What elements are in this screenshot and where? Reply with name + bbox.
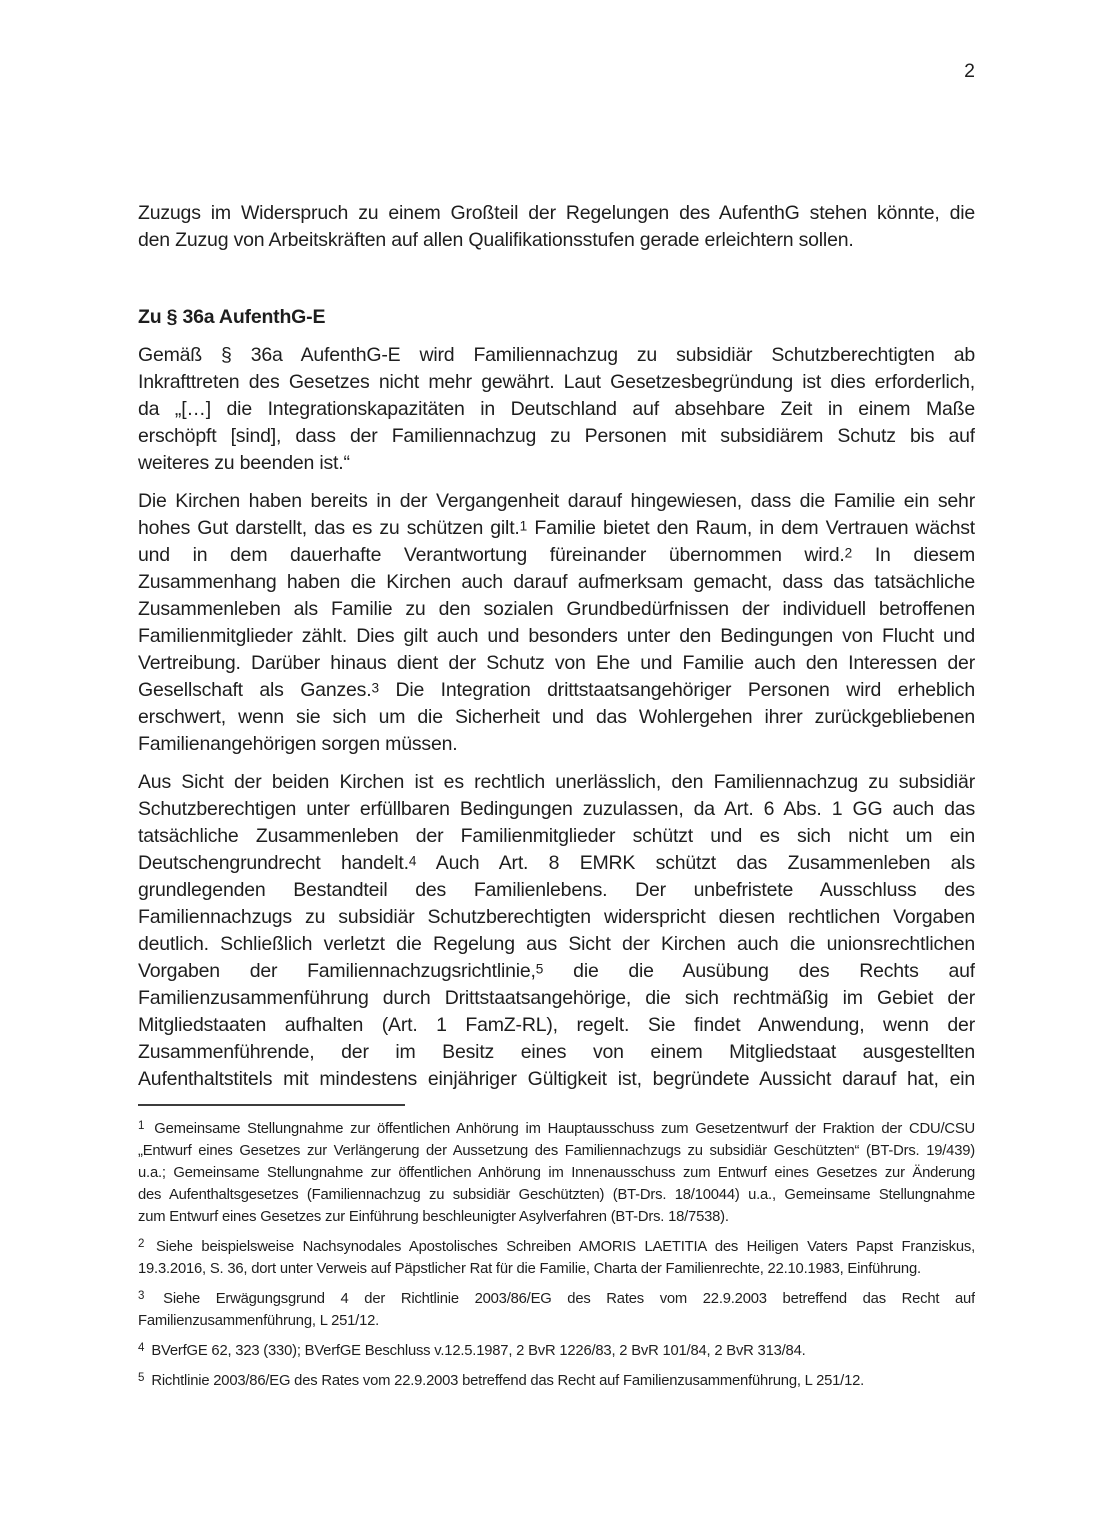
footnote-marker: 5 [138,1372,145,1385]
text-line: Vertreibung. Darüber hinaus dient der Schutz von Ehe und Familie auch den Interessen der [138,652,975,674]
text-line: deutlich. Schließlich verletzt die Regelung aus Sicht der Kirchen auch die unionsrechtlichen [138,933,975,955]
text-line: tatsächliche Zusammenleben der Familienmitglieder schützt und es sich nicht um ein [138,825,975,847]
text-line: Gesellschaft als Ganzes.$^3$ Die Integration drittstaatsangehöriger Personen wird erheblich [138,679,975,701]
text-line: Zusammenführende, der im Besitz eines von einem Mitgliedstaat ausgestellten [138,1041,975,1063]
text-line: Familienangehörigen sorgen müssen. [138,733,458,755]
footnote-ref: 4 [408,853,417,869]
footnote-ref: 1 [519,518,528,534]
text-line: Vorgaben der Familiennachzugsrichtlinie,$^5$ die die Ausübung des Rechts auf [138,960,975,982]
text-line: $^1$ Gemeinsame Stellungnahme zur öffentlichen Anhörung im Hauptausschuss zum Gesetzentwurf der Fraktion der CDU/CSU [138,1120,975,1137]
text-line: grundlegenden Bestandteil des Familienlebens. Der unbefristete Ausschluss des [138,879,975,901]
footnote-ref: 2 [844,545,853,561]
footnote-marker: 4 [138,1342,145,1355]
footnote [138,1340,975,1362]
footnote [138,1288,975,1332]
text-line: Zusammenhang haben die Kirchen auch darauf aufmerksam gemacht, dass das tatsächliche [138,571,975,593]
text-line: Familienzusammenführung durch Drittstaatsangehörige, die sich rechtmäßig im Gebiet der [138,987,975,1009]
text-line: Mitgliedstaaten aufhalten (Art. 1 FamZ-RL), regelt. Sie findet Anwendung, wenn der [138,1014,975,1036]
page-content [138,200,975,1400]
footnote [138,1370,975,1392]
text-line: da „[…] die Integrationskapazitäten in Deutschland auf absehbare Zeit in einem Maße [138,398,975,420]
intro-paragraph [138,200,975,254]
text-line: $^5$ Richtlinie 2003/86/EG des Rates vom 22.9.2003 betreffend das Recht auf Familienzusammenführung, L 251/12. [138,1372,865,1389]
text-line: zum Entwurf eines Gesetzes zur Einführung beschleunigter Asylverfahren (BT-Drs. 18/7538). [138,1209,729,1225]
text-line: erschöpft [sind], dass der Familiennachzug zu Personen mit subsidiärem Schutz bis auf [138,425,975,447]
text-line: $^2$ Siehe beispielsweise Nachsynodales Apostolisches Schreiben AMORIS LAETITIA des Heiligen Vaters Papst Franziskus, [138,1238,975,1255]
footnote-marker: 3 [138,1290,145,1303]
body-paragraphs [138,342,975,1093]
footnote [138,1118,975,1228]
text-line: Familienmitglieder zählt. Dies gilt auch und besonders unter den Bedingungen von Flucht und [138,625,975,647]
text-line: Gemäß § 36a AufenthG-E wird Familiennachzug zu subsidiär Schutzberechtigten ab [138,344,975,366]
text-line: Schutzberechtigen unter erfüllbaren Bedingungen zuzulassen, da Art. 6 Abs. 1 GG auch das [138,798,975,820]
text-line: und in dem dauerhafte Verantwortung füreinander übernommen wird.$^2$ In diesem [138,544,975,566]
footnotes [138,1118,975,1392]
footnote-separator [138,1104,405,1106]
text-line: erschwert, wenn sie sich um die Sicherheit und das Wohlergehen ihrer zurückgebliebenen [138,706,975,728]
footnote [138,1236,975,1280]
text-line: u.a.; Gemeinsame Stellungnahme zur öffentlichen Anhörung im Innenausschuss zum Entwurf eines Gesetzes zur Änderung [138,1165,975,1181]
body-paragraph [138,488,975,758]
text-line: Deutschengrundrecht handelt.$^4$ Auch Art. 8 EMRK schützt das Zusammenleben als [138,852,975,874]
body-paragraph [138,342,975,477]
body-paragraph [138,769,975,1093]
text-line: 19.3.2016, S. 36, dort unter Verweis auf Päpstlicher Rat für die Familie, Charta der Familienrechte, 22.10.1983, Einführung. [138,1261,921,1277]
text-line: Familienzusammenführung, L 251/12. [138,1313,380,1329]
text-line: „Entwurf eines Gesetzes zur Verlängerung der Aussetzung des Familiennachzugs zu subsidiär Geschützten“ (BT-Drs. 19/439) [138,1143,975,1159]
text-line: Die Kirchen haben bereits in der Vergangenheit darauf hingewiesen, dass die Familie ein sehr [138,490,975,512]
text-line: hohes Gut darstellt, das es zu schützen gilt.$^1$ Familie bietet den Raum, in dem Vertrauen wächst [138,517,975,539]
text-line: $^3$ Siehe Erwägungsgrund 4 der Richtlinie 2003/86/EG des Rates vom 22.9.2003 betreffend das Recht auf [138,1290,975,1307]
text-line: des Aufenthaltsgesetzes (Familiennachzug zu subsidiär Geschützten) (BT-Drs. 18/10044) u.a., Gemeinsame Stellungnahme [138,1187,975,1203]
text-line: $^4$ BVerfGE 62, 323 (330); BVerfGE Beschluss v.12.5.1987, 2 BvR 1226/83, 2 BvR 101/84, 2 BvR 313/84. [138,1342,806,1359]
page-number: 2 [964,60,975,82]
text-line: Aus Sicht der beiden Kirchen ist es rechtlich unerlässlich, den Familiennachzug zu subsidiär [138,771,975,793]
footnote-ref: 5 [535,961,544,977]
text-line: Familiennachzugs zu subsidiär Schutzberechtigten widerspricht diesen rechtlichen Vorgaben [138,906,975,928]
footnote-marker: 2 [138,1238,145,1251]
text-line: den Zuzug von Arbeitskräften auf allen Qualifikationsstufen gerade erleichtern sollen. [138,229,854,251]
text-line: Zuzugs im Widerspruch zu einem Großteil der Regelungen des AufenthG stehen könnte, die [138,202,975,224]
section-heading: Zu § 36a AufenthG-E [138,306,326,328]
text-line: Aufenthaltstitels mit mindestens einjähriger Gültigkeit ist, begründete Aussicht darauf hat, ein [138,1068,975,1090]
text-line: Zusammenleben als Familie zu den sozialen Grundbedürfnissen der individuell betroffenen [138,598,975,620]
text-line: Inkrafttreten des Gesetzes nicht mehr gewährt. Laut Gesetzesbegründung ist dies erforderlich, [138,371,975,393]
text-line: weiteres zu beenden ist.“ [138,452,350,474]
footnote-ref: 3 [371,680,380,696]
footnote-marker: 1 [138,1120,145,1133]
